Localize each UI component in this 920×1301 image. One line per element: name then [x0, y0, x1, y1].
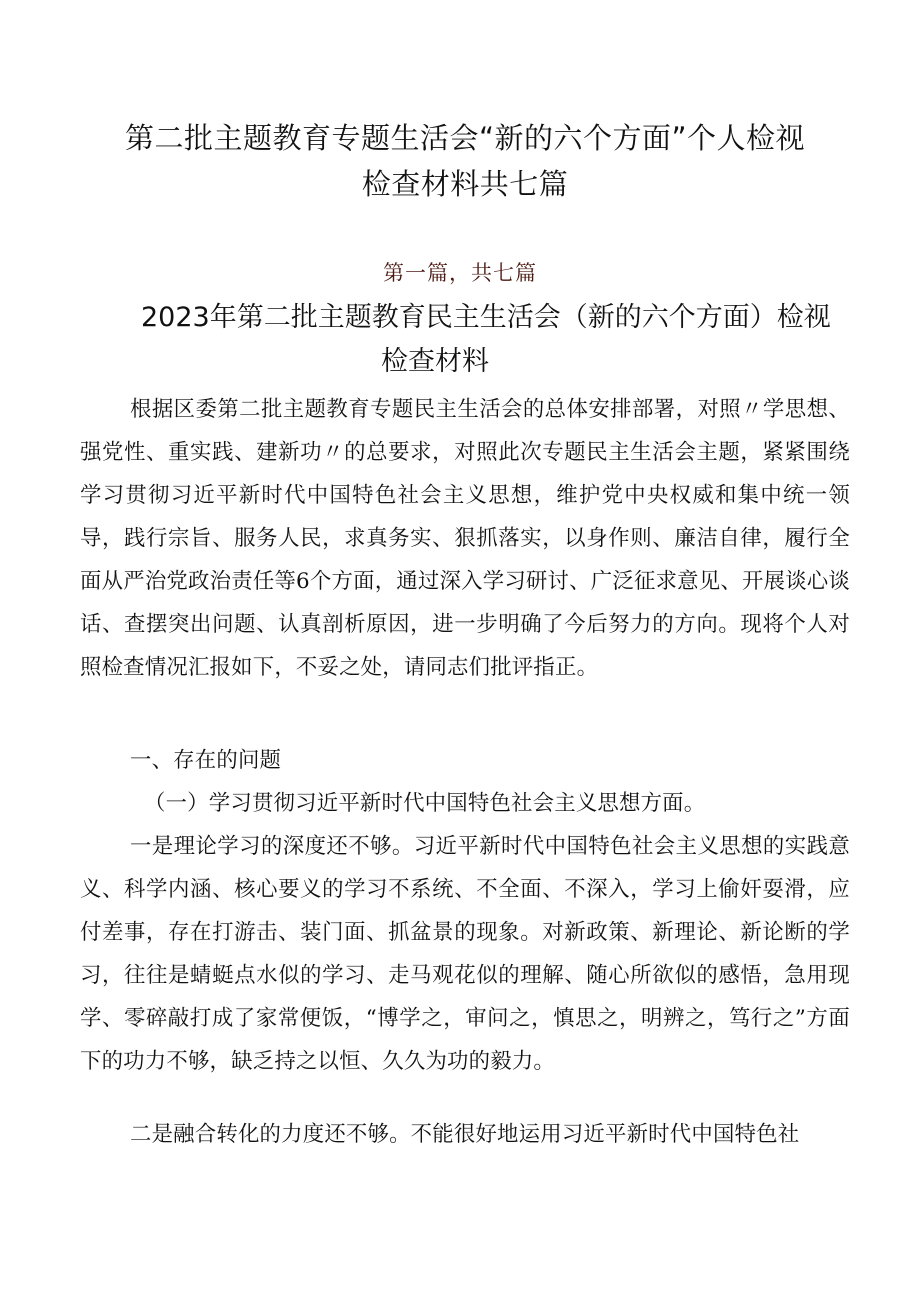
subtitle-line1: 2023年第二批主题教育民主生活会（新的六个方面）检视	[141, 302, 831, 333]
document-title-line1: 第二批主题教育专题生活会“新的六个方面”个人检视	[124, 121, 806, 155]
item-paragraph-1: 一是理论学习的深度还不够。习近平新时代中国特色社会主义思想的实践意义、科学内涵、核心要义的学习不系统、不全面、不深入，学习上偷奸耍滑，应付差事，存在打游击、装门面、抓盆景的现象。对新政策、新理论、新论断的学习，往往是蜻蜓点水似的学习、走马观花似的理解、随心所欲似的感悟，急用现学、零碎敲打成了家常便饭，“博学之，审问之，慎思之，明辨之，笃行之”方面下的功力不够，缺乏持之以恒、久久为功的毅力。	[80, 834, 850, 1074]
document-title-line2: 检查材料共七篇	[361, 167, 569, 201]
subsection-heading-1: （一）学习贯彻习近平新时代中国特色社会主义思想方面。	[144, 791, 706, 816]
intro-paragraph: 根据区委第二批主题教育专题民主生活会的总体安排部署，对照〃学思想、强党性、重实践、建新功〃的总要求，对照此次专题民主生活会主题，紧紧围绕学习贯彻习近平新时代中国特色社会主义思想，维护党中央权威和集中统一领导，践行宗旨、服务人民，求真务实、狠抓落实，以身作则、廉洁自律，履行全面从严治党政治责任等6个方面，通过深入学习研讨、广泛征求意见、开展谈心谈话、查摆突出问题、认真剖析原因，进一步明确了今后努力的方向。现将个人对照检查情况汇报如下，不妥之处，请同志们批评指正。	[80, 397, 850, 680]
item-paragraph-2: 二是融合转化的力度还不够。不能很好地运用习近平新时代中国特色社	[130, 1122, 800, 1147]
part-label: 第一篇，共七篇	[383, 261, 537, 285]
section-heading-problems: 一、存在的问题	[130, 748, 282, 773]
subtitle-line2: 检查材料	[381, 346, 489, 377]
